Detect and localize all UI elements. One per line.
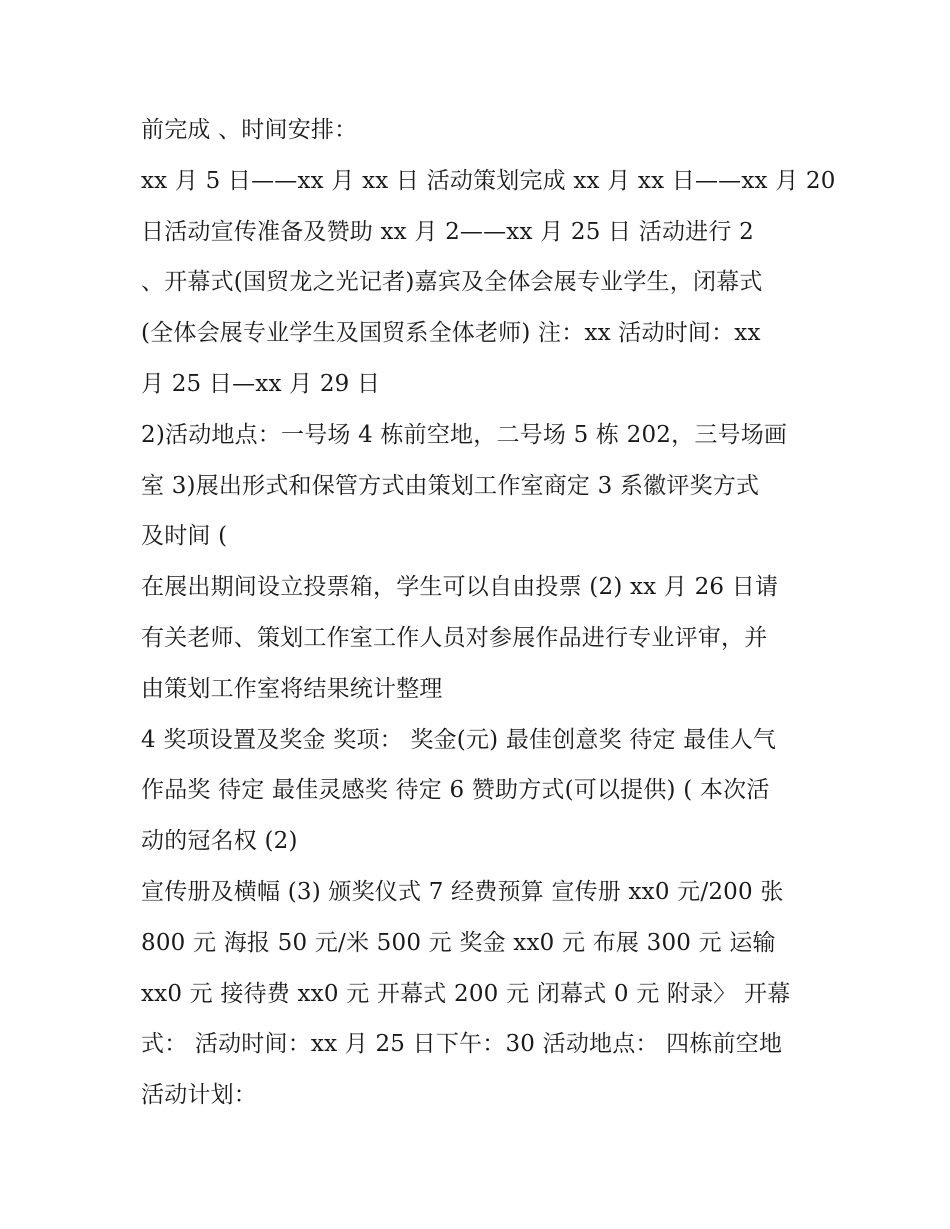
text-line: 月 25 日—xx 月 29 日 bbox=[141, 370, 381, 397]
text-line: 日活动宣传准备及赞助 xx 月 2——xx 月 25 日 活动进行 2 bbox=[141, 218, 754, 245]
text-line: 动的冠名权 (2) bbox=[141, 828, 298, 855]
text-line: 4 奖项设置及奖金 奖项： 奖金(元) 最佳创意奖 待定 最佳人气 bbox=[141, 726, 777, 753]
text-line: (全体会展专业学生及国贸系全体老师) 注：xx 活动时间：xx bbox=[141, 320, 761, 347]
text-line: xx0 元 接待费 xx0 元 开幕式 200 元 闭幕式 0 元 附录〉 开幕 bbox=[141, 980, 791, 1007]
document-body bbox=[141, 105, 836, 1121]
text-line: 由策划工作室将结果统计整理 bbox=[141, 675, 443, 702]
text-line: xx 月 5 日——xx 月 xx 日 活动策划完成 xx 月 xx 日——xx 月 20 bbox=[141, 167, 836, 194]
text-line: 室 3)展出形式和保管方式由策划工作室商定 3 系徽评奖方式 bbox=[141, 472, 760, 499]
text-line: 及时间 ( bbox=[141, 523, 228, 550]
text-line: 有关老师、策划工作室工作人员对参展作品进行专业评审，并 bbox=[141, 624, 768, 651]
text-line: 宣传册及横幅 (3) 颁奖仪式 7 经费预算 宣传册 xx0 元/200 张 bbox=[141, 878, 784, 905]
text-line: 活动计划： bbox=[141, 1082, 257, 1109]
text-line: 式： 活动时间：xx 月 25 日下午：30 活动地点： 四栋前空地 bbox=[141, 1031, 783, 1058]
text-line: 800 元 海报 50 元/米 500 元 奖金 xx0 元 布展 300 元 运输 bbox=[141, 929, 776, 956]
text-line: 在展出期间设立投票箱，学生可以自由投票 (2) xx 月 26 日请 bbox=[141, 574, 779, 601]
text-line: 、开幕式(国贸龙之光记者)嘉宾及全体会展专业学生，闭幕式 bbox=[141, 269, 763, 296]
text-line: 前完成 、时间安排： bbox=[141, 117, 358, 143]
text-line: 2)活动地点：一号场 4 栋前空地，二号场 5 栋 202，三号场画 bbox=[141, 421, 788, 448]
text-line: 作品奖 待定 最佳灵感奖 待定 6 赞助方式(可以提供) ( 本次活 bbox=[141, 777, 770, 804]
